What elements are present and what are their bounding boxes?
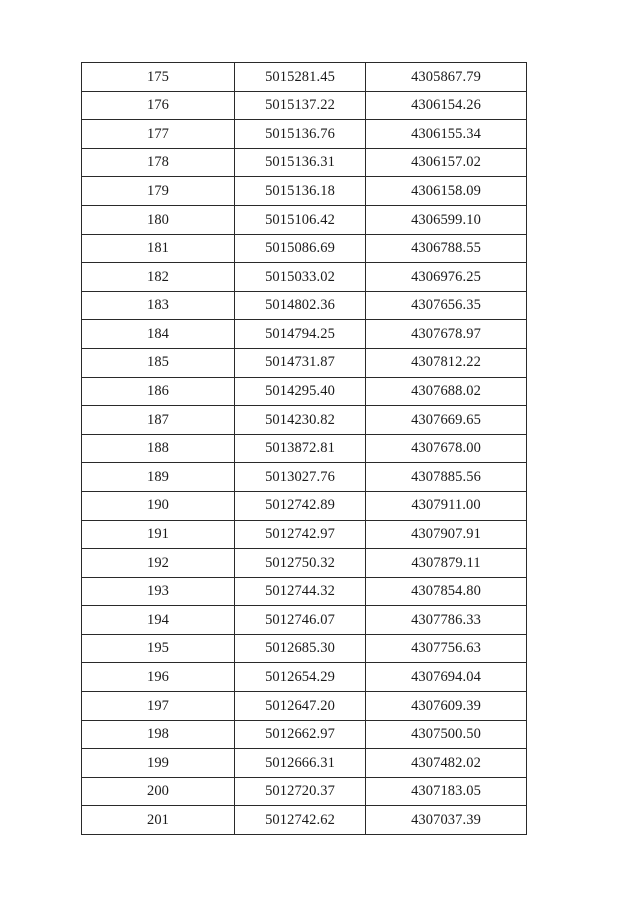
y-coordinate-cell: 4307609.39 [366, 692, 527, 721]
x-coordinate-cell: 5013872.81 [235, 434, 366, 463]
y-coordinate-cell: 4306155.34 [366, 120, 527, 149]
point-number-cell: 199 [82, 749, 235, 778]
y-coordinate-cell: 4307911.00 [366, 491, 527, 520]
table-row [82, 549, 527, 578]
x-coordinate-cell: 5015106.42 [235, 205, 366, 234]
point-number-cell: 186 [82, 377, 235, 406]
point-number-cell: 181 [82, 234, 235, 263]
x-coordinate-cell: 5012654.29 [235, 663, 366, 692]
y-coordinate-cell: 4306976.25 [366, 263, 527, 292]
y-coordinate-cell: 4306158.09 [366, 177, 527, 206]
point-number-cell: 182 [82, 263, 235, 292]
table-row [82, 806, 527, 835]
x-coordinate-cell: 5012666.31 [235, 749, 366, 778]
x-coordinate-cell: 5012746.07 [235, 606, 366, 635]
point-number-cell: 198 [82, 720, 235, 749]
table-row [82, 720, 527, 749]
x-coordinate-cell: 5012750.32 [235, 549, 366, 578]
y-coordinate-cell: 4307879.11 [366, 549, 527, 578]
table-row [82, 606, 527, 635]
table-row [82, 520, 527, 549]
y-coordinate-cell: 4306599.10 [366, 205, 527, 234]
x-coordinate-cell: 5014802.36 [235, 291, 366, 320]
x-coordinate-cell: 5013027.76 [235, 463, 366, 492]
point-number-cell: 201 [82, 806, 235, 835]
x-coordinate-cell: 5012742.89 [235, 491, 366, 520]
table-row [82, 148, 527, 177]
point-number-cell: 175 [82, 63, 235, 92]
x-coordinate-cell: 5012742.62 [235, 806, 366, 835]
y-coordinate-cell: 4307694.04 [366, 663, 527, 692]
point-number-cell: 190 [82, 491, 235, 520]
point-number-cell: 176 [82, 91, 235, 120]
y-coordinate-cell: 4307812.22 [366, 348, 527, 377]
x-coordinate-cell: 5015136.31 [235, 148, 366, 177]
y-coordinate-cell: 4306788.55 [366, 234, 527, 263]
table-row [82, 63, 527, 92]
y-coordinate-cell: 4307786.33 [366, 606, 527, 635]
table-row [82, 434, 527, 463]
x-coordinate-cell: 5014230.82 [235, 406, 366, 435]
y-coordinate-cell: 4307688.02 [366, 377, 527, 406]
x-coordinate-cell: 5012662.97 [235, 720, 366, 749]
y-coordinate-cell: 4306157.02 [366, 148, 527, 177]
y-coordinate-cell: 4307656.35 [366, 291, 527, 320]
table-row [82, 205, 527, 234]
y-coordinate-cell: 4307678.00 [366, 434, 527, 463]
point-number-cell: 177 [82, 120, 235, 149]
table-row [82, 663, 527, 692]
coordinate-table [81, 62, 527, 835]
point-number-cell: 200 [82, 777, 235, 806]
y-coordinate-cell: 4307885.56 [366, 463, 527, 492]
point-number-cell: 189 [82, 463, 235, 492]
y-coordinate-cell: 4307678.97 [366, 320, 527, 349]
table-row [82, 463, 527, 492]
y-coordinate-cell: 4305867.79 [366, 63, 527, 92]
x-coordinate-cell: 5015137.22 [235, 91, 366, 120]
point-number-cell: 192 [82, 549, 235, 578]
x-coordinate-cell: 5012685.30 [235, 634, 366, 663]
table-row [82, 91, 527, 120]
x-coordinate-cell: 5015136.76 [235, 120, 366, 149]
table-row [82, 263, 527, 292]
point-number-cell: 184 [82, 320, 235, 349]
table-row [82, 348, 527, 377]
table-row [82, 634, 527, 663]
table-row [82, 406, 527, 435]
x-coordinate-cell: 5012720.37 [235, 777, 366, 806]
point-number-cell: 185 [82, 348, 235, 377]
point-number-cell: 197 [82, 692, 235, 721]
point-number-cell: 183 [82, 291, 235, 320]
x-coordinate-cell: 5015086.69 [235, 234, 366, 263]
point-number-cell: 187 [82, 406, 235, 435]
table-row [82, 692, 527, 721]
x-coordinate-cell: 5015033.02 [235, 263, 366, 292]
table-row [82, 120, 527, 149]
table-row [82, 749, 527, 778]
x-coordinate-cell: 5015136.18 [235, 177, 366, 206]
y-coordinate-cell: 4307907.91 [366, 520, 527, 549]
x-coordinate-cell: 5014731.87 [235, 348, 366, 377]
point-number-cell: 179 [82, 177, 235, 206]
y-coordinate-cell: 4306154.26 [366, 91, 527, 120]
table-row [82, 777, 527, 806]
y-coordinate-cell: 4307756.63 [366, 634, 527, 663]
table-row [82, 377, 527, 406]
y-coordinate-cell: 4307669.65 [366, 406, 527, 435]
table-row [82, 491, 527, 520]
y-coordinate-cell: 4307037.39 [366, 806, 527, 835]
point-number-cell: 180 [82, 205, 235, 234]
table-row [82, 177, 527, 206]
table-row [82, 577, 527, 606]
table-row [82, 291, 527, 320]
point-number-cell: 196 [82, 663, 235, 692]
coordinate-table-body [82, 63, 527, 835]
point-number-cell: 178 [82, 148, 235, 177]
x-coordinate-cell: 5015281.45 [235, 63, 366, 92]
x-coordinate-cell: 5012742.97 [235, 520, 366, 549]
table-row [82, 234, 527, 263]
point-number-cell: 193 [82, 577, 235, 606]
x-coordinate-cell: 5014794.25 [235, 320, 366, 349]
point-number-cell: 188 [82, 434, 235, 463]
x-coordinate-cell: 5014295.40 [235, 377, 366, 406]
point-number-cell: 191 [82, 520, 235, 549]
point-number-cell: 195 [82, 634, 235, 663]
point-number-cell: 194 [82, 606, 235, 635]
y-coordinate-cell: 4307854.80 [366, 577, 527, 606]
y-coordinate-cell: 4307183.05 [366, 777, 527, 806]
table-row [82, 320, 527, 349]
x-coordinate-cell: 5012744.32 [235, 577, 366, 606]
y-coordinate-cell: 4307500.50 [366, 720, 527, 749]
y-coordinate-cell: 4307482.02 [366, 749, 527, 778]
x-coordinate-cell: 5012647.20 [235, 692, 366, 721]
